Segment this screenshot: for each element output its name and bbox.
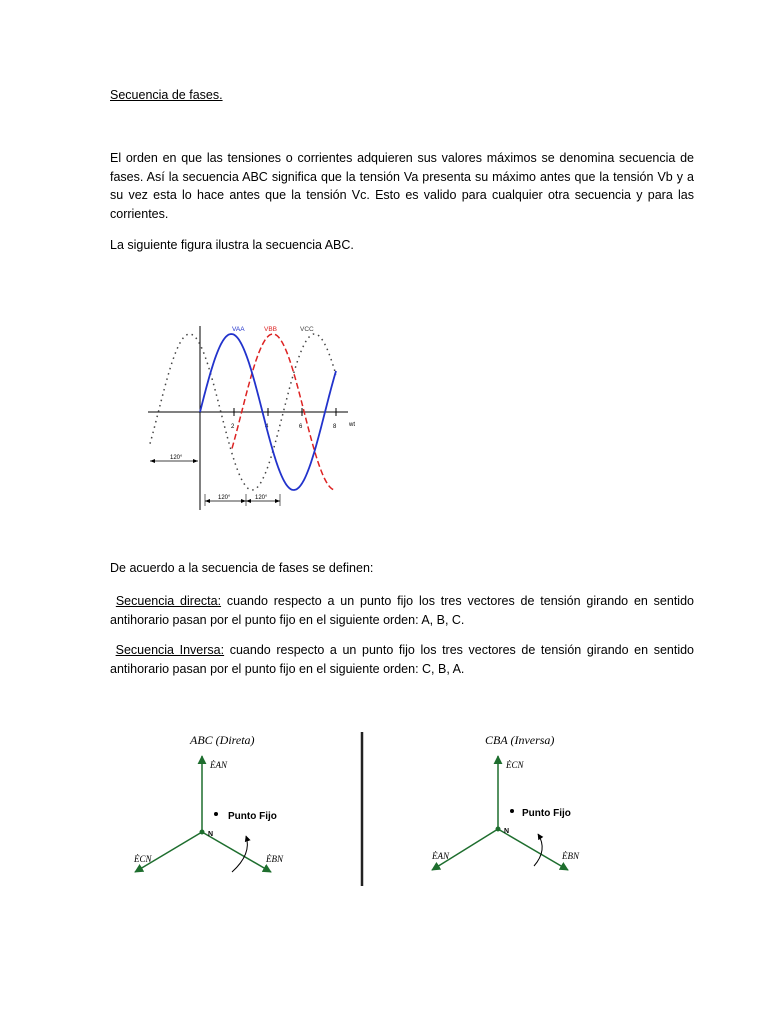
arrow-head (205, 499, 210, 503)
tick-label: 4 (265, 424, 269, 430)
neutral-point (200, 830, 205, 835)
tick-label: 2 (231, 424, 235, 430)
inverse-sequence-term: Secuencia Inversa: (115, 643, 225, 657)
arrow-head (193, 459, 198, 463)
inverse-sequence-definition (110, 641, 694, 678)
fixed-point-label: Punto Fijo (522, 808, 571, 819)
arrow-head (275, 499, 280, 503)
cba-inverse-phasor-diagram (431, 733, 580, 870)
tick-label: 8 (333, 424, 337, 430)
ebn-vector (202, 832, 271, 872)
fixed-point-marker (214, 812, 218, 816)
fixed-point-label: Punto Fijo (228, 811, 277, 822)
vector-label: ĖBN (562, 851, 579, 861)
inverse-sequence-text: cuando respecto a un punto fijo los tres vectores de tensión girando en sentido antihorario pasan por el punto fijo en el siguiente orden: C, B, A. (110, 643, 694, 676)
direct-sequence-definition (110, 592, 694, 629)
ebn-vector (498, 829, 568, 870)
intro-paragraph: El orden en que las tensiones o corrientes adquieren sus valores máximos se denomina secuencia de fases. Así la secuencia ABC significa que la tensión Va presenta su máximo antes que la tensión Vb y a su vez esta lo hace antes que la tensión Vc. Esto es valido para cualquier otra secuencia y para las corrientes. (110, 151, 694, 221)
arrow-head (241, 499, 246, 503)
vb-label: VBB (264, 326, 278, 333)
vc-label: VCC (300, 326, 314, 333)
vector-label: ĖAN (210, 760, 227, 770)
figure-intro-paragraph: La siguiente figura ilustra la secuencia ABC. (110, 238, 354, 252)
arrow-head (246, 499, 251, 503)
direct-sequence-text: cuando respecto a un punto fijo los tres vectores de tensión girando en sentido antihorario pasan por el punto fijo en el siguiente orden: A, B, C. (110, 594, 694, 627)
arrow-head (150, 459, 155, 463)
phasor-diagrams-figure (120, 726, 600, 886)
angle-label: 120° (255, 495, 268, 501)
abc-sequence-waveform-figure (140, 318, 370, 518)
angle-label: 120° (170, 455, 183, 461)
fixed-point-marker (510, 809, 514, 813)
va-label: VAA (232, 326, 245, 333)
definitions-intro: De acuerdo a la secuencia de fases se definen: (110, 561, 374, 575)
neutral-point (496, 827, 501, 832)
angle-label: 120° (218, 495, 231, 501)
ecn-vector (135, 832, 202, 872)
neutral-label: N (208, 831, 214, 838)
ean-vector (432, 829, 498, 870)
vector-label: ĖBN (266, 854, 283, 864)
vector-label: ĖCN (134, 854, 152, 864)
diagram-title: CBA (Inversa) (485, 733, 555, 747)
vector-label: ĖCN (506, 760, 524, 770)
neutral-label: N (504, 828, 510, 835)
phasor-svg (120, 726, 600, 886)
vector-label: ĖAN (432, 851, 449, 861)
abc-direct-phasor-diagram (133, 733, 284, 872)
wt-axis-label: wt (349, 422, 355, 428)
section-title: Secuencia de fases. (110, 88, 223, 102)
tick-label: 6 (299, 424, 303, 430)
diagram-title: ABC (Direta) (190, 733, 255, 747)
direct-sequence-term: Secuencia directa: (115, 594, 222, 608)
waveform-svg (140, 318, 370, 518)
